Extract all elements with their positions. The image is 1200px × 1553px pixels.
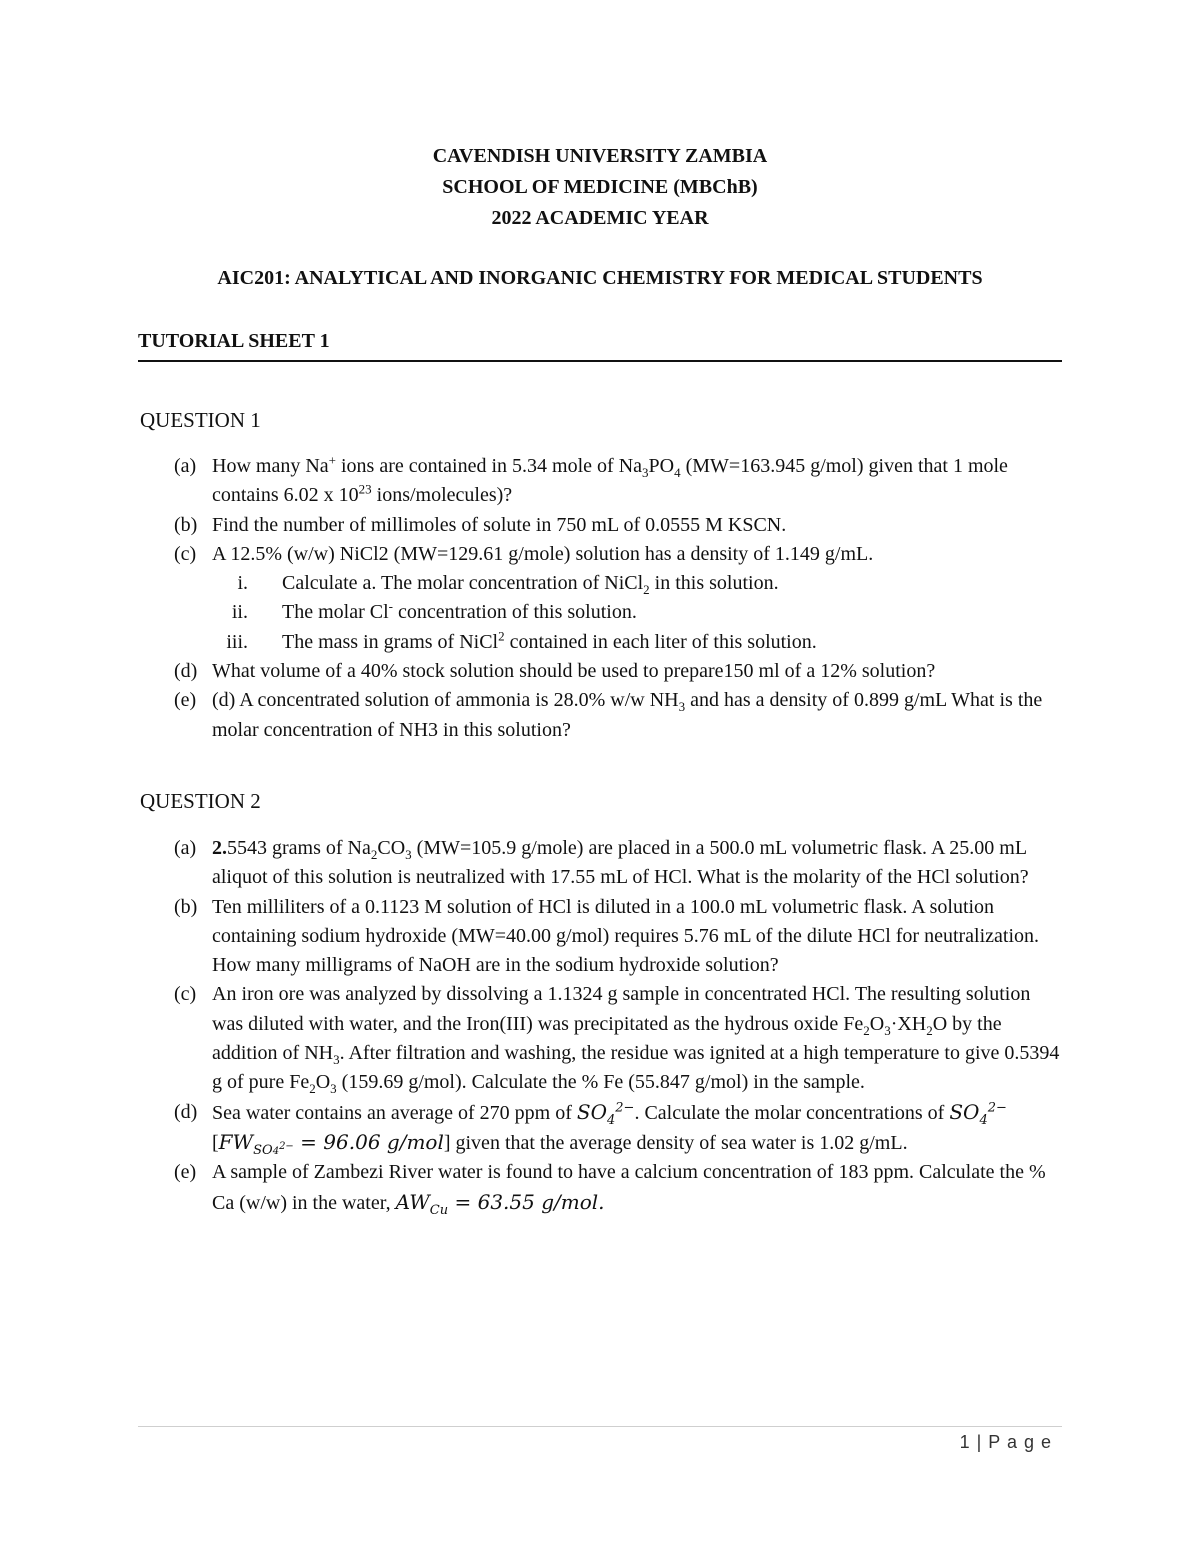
text-run: ions are contained in 5.34 mole of Na: [335, 455, 643, 477]
text-run: . Calculate the molar concentrations of: [634, 1101, 950, 1124]
question-1e: [0, 686, 1062, 745]
question-1b: [0, 511, 1062, 540]
math-sulfate: [949, 1099, 1007, 1128]
question-1d: [0, 657, 1062, 686]
text-run: contained in each liter of this solution.: [504, 630, 817, 653]
roman-label: ii.: [231, 601, 248, 624]
superscript: +: [328, 452, 336, 468]
question-1c: [0, 540, 1062, 657]
text-run: (MW=105.9 g/mole) are placed in a 500.0 mL volumetric flask. A 25.00 mL aliquot of this solution is neutralized with 17.55 mL of HCl. What is the molarity of the HCl solution?: [212, 837, 1029, 889]
question-2c: [0, 980, 1062, 1097]
item-label: (c): [174, 542, 197, 565]
roman-label: iii.: [226, 630, 248, 653]
item-label: (d): [174, 660, 198, 683]
subscript: 2: [863, 1022, 870, 1038]
university-name: CAVENDISH UNIVERSITY ZAMBIA: [432, 145, 768, 167]
text-run: O: [315, 1071, 331, 1094]
text-run: O by the addition of NH: [212, 1012, 1002, 1065]
superscript: -: [388, 598, 393, 614]
text-run: O: [869, 1012, 885, 1035]
text-run: The molar Cl: [282, 601, 389, 624]
text-run: A sample of Zambezi River water is found to have a calcium concentration of 183 ppm. Calculate the % Ca (w/w) in the water,: [212, 1161, 1046, 1214]
subscript: 4: [606, 1112, 616, 1128]
text-run: Find the number of millimoles of solute in 750 mL of 0.0555 M KSCN.: [212, 513, 787, 536]
question-1c-iii: [212, 628, 1062, 657]
item-label: (e): [174, 1161, 197, 1184]
school-name: SCHOOL OF MEDICINE (MBChB): [442, 176, 758, 198]
title-divider: [138, 360, 1062, 362]
document-header: [138, 141, 1062, 234]
math-text: AW: [395, 1189, 430, 1214]
item-label: (d): [174, 1100, 198, 1123]
math-atomic-weight: [395, 1189, 605, 1218]
sheet-title: TUTORIAL SHEET 1: [138, 330, 330, 352]
math-text: FW: [218, 1129, 254, 1154]
text-run: and has a density of 0.899 g/mL What is the molar concentration of NH3 in this solution?: [212, 689, 1043, 741]
superscript: 2−: [615, 1100, 635, 1116]
subscript: 3: [678, 699, 686, 715]
superscript: 2−: [279, 1140, 294, 1152]
text-run: The mass in grams of NiCl: [282, 630, 499, 653]
subscript: 2: [926, 1022, 933, 1038]
question-2-heading: QUESTION 2: [140, 789, 261, 813]
text-run: ions/molecules)?: [371, 484, 513, 507]
subscript: 4: [979, 1112, 988, 1128]
item-label: (c): [174, 983, 197, 1006]
math-text: SO: [253, 1142, 273, 1158]
question-1c-ii: [212, 598, 1062, 627]
question-2e: [0, 1158, 1062, 1218]
text-run: ] given that the average density of sea water is 1.02 g/mL.: [443, 1131, 908, 1154]
text-run: [: [212, 1131, 219, 1154]
subscript: 3: [333, 1052, 340, 1068]
text-run: . After filtration and washing, the residue was ignited at a high temperature to give 0.5394 g of pure Fe: [212, 1042, 1060, 1094]
math-sulfate: [576, 1099, 635, 1128]
math-text: SO: [949, 1099, 980, 1124]
question-2b: [0, 893, 1062, 981]
item-label: (b): [174, 895, 198, 918]
subscript: 2: [643, 582, 650, 598]
course-title: AIC201: ANALYTICAL AND INORGANIC CHEMISTRY FOR MEDICAL STUDENTS: [217, 267, 983, 289]
subscript: 4: [272, 1145, 280, 1157]
text-run: Ten milliliters of a 0.1123 M solution of HCl is diluted in a 100.0 mL volumetric flask. A solution containing sodium hydroxide (MW=40.00 g/mol) requires 5.76 mL of the dilute HCl for neutralization. How many milligrams of NaOH are in the sodium hydroxide solution?: [212, 895, 1040, 977]
text-run: (159.69 g/mol). Calculate the % Fe (55.847 g/mol) in the sample.: [336, 1071, 865, 1094]
roman-label: i.: [237, 572, 248, 595]
question-2d: [0, 1098, 1062, 1159]
text-run: A 12.5% (w/w) NiCl2 (MW=129.61 g/mole) solution has a density of 1.149 g/mL.: [212, 542, 874, 565]
item-label: (e): [174, 689, 197, 712]
superscript: 23: [358, 481, 372, 497]
superscript: 2: [498, 628, 505, 644]
question-1c-subitems: [212, 569, 1062, 657]
math-formula-weight: [218, 1129, 444, 1158]
text-run: ·XH: [890, 1012, 927, 1035]
text-run: How many Na: [212, 455, 329, 477]
text-run: Sea water contains an average of 270 ppm of: [212, 1101, 577, 1124]
text-run: What volume of a 40% stock solution should be used to prepare150 ml of a 12% solution?: [212, 660, 936, 683]
item-label: (b): [174, 513, 198, 536]
question-2a: [0, 834, 1062, 893]
subscript: 2: [370, 847, 378, 862]
question-1c-i: [212, 569, 1062, 598]
text-run: concentration of this solution.: [392, 601, 637, 624]
text-run: in this solution.: [649, 572, 779, 595]
subscript: 2: [309, 1081, 316, 1097]
subscript: 3: [330, 1081, 337, 1097]
bold-run: 2.: [212, 837, 227, 859]
text-run: PO: [648, 455, 675, 477]
question-1-list: [0, 452, 1200, 745]
subscript: 3: [405, 847, 412, 862]
math-text: = 63.55 g/mol.: [448, 1189, 605, 1214]
footer-divider: [138, 1426, 1062, 1427]
math-text: = 96.06 g/mol: [293, 1129, 444, 1154]
math-text: SO: [576, 1099, 607, 1124]
text-run: CO: [377, 837, 406, 859]
page-number: 1 | P a g e: [959, 1432, 1052, 1452]
question-1a: [0, 452, 1062, 511]
subscript: [253, 1140, 294, 1158]
item-label: (a): [174, 837, 197, 859]
subscript: Cu: [429, 1202, 449, 1218]
academic-year: 2022 ACADEMIC YEAR: [491, 207, 709, 229]
subscript: 4: [674, 465, 681, 480]
question-2-list: [0, 834, 1200, 1218]
subscript: 3: [642, 465, 649, 480]
text-run: (MW=163.945 g/mol) given that 1 mole contains 6.02 x 10: [212, 455, 1008, 507]
text-run: 5543 grams of Na: [227, 837, 371, 859]
item-label: (a): [174, 455, 197, 477]
subscript: 3: [884, 1022, 891, 1038]
question-1-heading: QUESTION 1: [140, 408, 261, 432]
text-run: Calculate a. The molar concentration of NiCl: [282, 572, 644, 595]
superscript: 2−: [987, 1100, 1007, 1116]
text-run: An iron ore was analyzed by dissolving a 1.1324 g sample in concentrated HCl. The resulting solution was diluted with water, and the Iron(III) was precipitated as the hydrous oxide Fe: [212, 983, 1031, 1035]
text-run: (d) A concentrated solution of ammonia is 28.0% w/w NH: [212, 689, 679, 712]
